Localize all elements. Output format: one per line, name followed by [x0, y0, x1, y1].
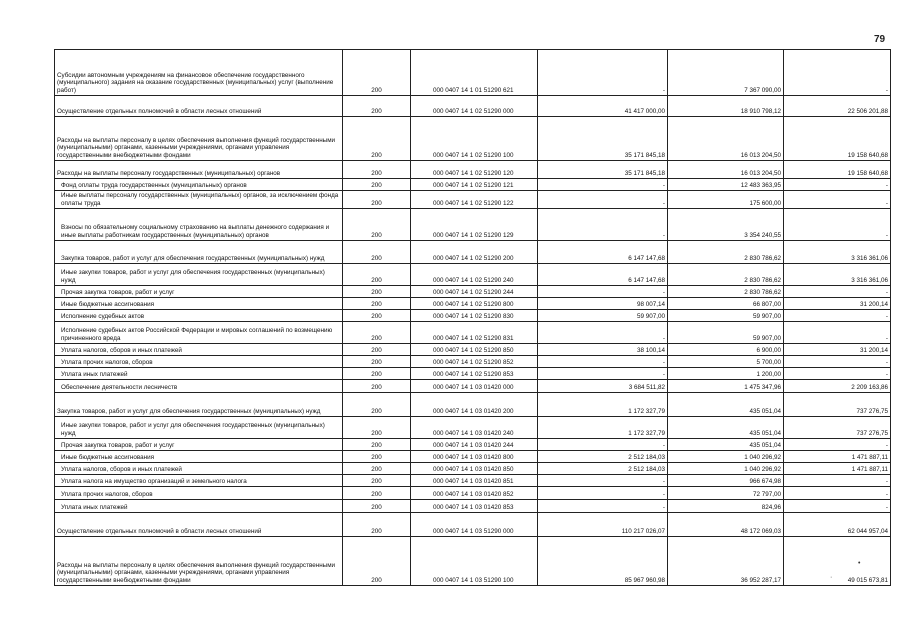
row-approved-cell: - — [538, 368, 668, 380]
row-budget-code-cell: 000 0407 14 1 02 51290 122 — [411, 191, 538, 209]
row-approved-cell: 35 171 845,18 — [538, 161, 668, 179]
table-row — [55, 96, 891, 117]
row-approved-cell: 1 172 327,79 — [538, 417, 668, 439]
table-row — [55, 298, 891, 310]
table-row — [55, 209, 891, 241]
row-executed-cell: 435 051,04 — [668, 393, 784, 417]
row-unexecuted-cell: 3 316 361,06 — [784, 264, 891, 286]
row-name-cell: Закупка товаров, работ и услуг для обеспечения государственных (муниципальных) нужд — [55, 393, 343, 417]
row-executed-cell: 16 013 204,50 — [668, 117, 784, 161]
row-budget-code-cell: 000 0407 14 1 03 01420 240 — [411, 417, 538, 439]
row-executed-cell: 6 900,00 — [668, 344, 784, 356]
row-budget-code-cell: 000 0407 14 1 02 51290 200 — [411, 241, 538, 264]
row-name-cell: Осуществление отдельных полномочий в области лесных отношений — [55, 96, 343, 117]
row-budget-code-cell: 000 0407 14 1 03 01420 850 — [411, 463, 538, 475]
row-executed-cell: 435 051,04 — [668, 439, 784, 451]
row-executed-cell: 36 952 287,17 — [668, 537, 784, 586]
row-approved-cell: 110 217 026,07 — [538, 513, 668, 537]
row-name-cell: Расходы на выплаты персоналу государственных (муниципальных) органов — [55, 161, 343, 179]
row-code-cell: 200 — [343, 310, 411, 322]
table-row — [55, 191, 891, 209]
row-approved-cell: 6 147 147,68 — [538, 264, 668, 286]
row-code-cell: 200 — [343, 513, 411, 537]
row-approved-cell: - — [538, 209, 668, 241]
row-unexecuted-cell: 31 200,14 — [784, 344, 891, 356]
table-row — [55, 356, 891, 368]
row-code-cell: 200 — [343, 439, 411, 451]
row-budget-code-cell: 000 0407 14 1 03 01420 244 — [411, 439, 538, 451]
row-executed-cell: 48 172 069,03 — [668, 513, 784, 537]
row-executed-cell: 59 907,00 — [668, 310, 784, 322]
row-budget-code-cell: 000 0407 14 1 03 01420 800 — [411, 451, 538, 463]
row-name-cell: Иные закупки товаров, работ и услуг для обеспечения государственных (муниципальных) нужд — [55, 264, 343, 286]
row-unexecuted-cell: 22 506 201,88 — [784, 96, 891, 117]
row-budget-code-cell: 000 0407 14 1 02 51290 120 — [411, 161, 538, 179]
table-row — [55, 463, 891, 475]
row-approved-cell: - — [538, 500, 668, 513]
row-unexecuted-cell: - — [784, 191, 891, 209]
table-row — [55, 50, 891, 96]
row-executed-cell: 7 367 090,00 — [668, 50, 784, 96]
row-approved-cell: - — [538, 179, 668, 191]
row-name-cell: Иные выплаты персоналу государственных (муниципальных) органов, за исключением фонда оплаты труда — [55, 191, 343, 209]
row-unexecuted-cell: - — [784, 500, 891, 513]
row-budget-code-cell: 000 0407 14 1 02 51290 853 — [411, 368, 538, 380]
row-code-cell: 200 — [343, 475, 411, 487]
row-code-cell: 200 — [343, 500, 411, 513]
row-unexecuted-cell: 19 158 640,68 — [784, 117, 891, 161]
row-name-cell: Иные закупки товаров, работ и услуг для обеспечения государственных (муниципальных) нужд — [55, 417, 343, 439]
row-budget-code-cell: 000 0407 14 1 01 51290 621 — [411, 50, 538, 96]
table-row — [55, 537, 891, 586]
row-unexecuted-cell: - — [784, 310, 891, 322]
row-approved-cell: - — [538, 439, 668, 451]
page-number: 79 — [874, 34, 886, 45]
row-executed-cell: 18 910 798,12 — [668, 96, 784, 117]
row-unexecuted-cell: 737 276,75 — [784, 393, 891, 417]
row-unexecuted-cell: - — [784, 475, 891, 487]
table-row — [55, 487, 891, 500]
row-name-cell: Уплата налогов, сборов и иных платежей — [55, 344, 343, 356]
row-approved-cell: 35 171 845,18 — [538, 117, 668, 161]
table-row — [55, 393, 891, 417]
table-row — [55, 417, 891, 439]
row-unexecuted-cell: 3 316 361,06 — [784, 241, 891, 264]
row-unexecuted-cell: 19 158 640,68 — [784, 161, 891, 179]
row-executed-cell: 175 600,00 — [668, 191, 784, 209]
row-name-cell: Уплата налога на имущество организаций и земельного налога — [55, 475, 343, 487]
row-executed-cell: 1 475 347,96 — [668, 380, 784, 393]
row-approved-cell: 2 512 184,03 — [538, 463, 668, 475]
row-budget-code-cell: 000 0407 14 1 03 01420 200 — [411, 393, 538, 417]
row-unexecuted-cell: 31 200,14 — [784, 298, 891, 310]
row-unexecuted-cell: 1 471 887,11 — [784, 463, 891, 475]
row-executed-cell: 1 200,00 — [668, 368, 784, 380]
row-budget-code-cell: 000 0407 14 1 02 51290 800 — [411, 298, 538, 310]
row-approved-cell: - — [538, 356, 668, 368]
row-budget-code-cell: 000 0407 14 1 02 51290 831 — [411, 322, 538, 344]
row-executed-cell: 1 040 296,92 — [668, 463, 784, 475]
table-row — [55, 451, 891, 463]
row-code-cell: 200 — [343, 487, 411, 500]
row-budget-code-cell: 000 0407 14 1 02 51290 240 — [411, 264, 538, 286]
row-name-cell: Уплата налогов, сборов и иных платежей — [55, 463, 343, 475]
row-code-cell: 200 — [343, 286, 411, 298]
row-approved-cell: 38 100,14 — [538, 344, 668, 356]
row-name-cell: Уплата иных платежей — [55, 500, 343, 513]
row-unexecuted-cell: 2 209 163,86 — [784, 380, 891, 393]
row-budget-code-cell: 000 0407 14 1 02 51290 244 — [411, 286, 538, 298]
row-budget-code-cell: 000 0407 14 1 03 01420 852 — [411, 487, 538, 500]
table-row — [55, 310, 891, 322]
row-budget-code-cell: 000 0407 14 1 03 01420 851 — [411, 475, 538, 487]
row-executed-cell: 59 907,00 — [668, 322, 784, 344]
row-executed-cell: 66 807,00 — [668, 298, 784, 310]
row-name-cell: Взносы по обязательному социальному страхованию на выплаты денежного содержания и иные выплаты работникам государственных (муниципальных) органов — [55, 209, 343, 241]
row-unexecuted-cell: - — [784, 322, 891, 344]
row-name-cell: Расходы на выплаты персоналу в целях обеспечения выполнения функций государственными (муниципальными) органами, казенными учреждениями, органами управления государственными внебюджетными фондами — [55, 117, 343, 161]
row-name-cell: Субсидии автономным учреждениям на финансовое обеспечение государственного (муниципального) задания на оказание государственных (муниципальных) услуг (выполнение работ) — [55, 50, 343, 96]
table-row — [55, 322, 891, 344]
row-code-cell: 200 — [343, 117, 411, 161]
row-name-cell: Обеспечение деятельности лесничеств — [55, 380, 343, 393]
row-budget-code-cell: 000 0407 14 1 03 01420 000 — [411, 380, 538, 393]
row-code-cell: 200 — [343, 50, 411, 96]
row-budget-code-cell: 000 0407 14 1 02 51290 850 — [411, 344, 538, 356]
row-unexecuted-cell: - — [784, 487, 891, 500]
scan-speck: · — [830, 574, 833, 581]
row-name-cell: Уплата прочих налогов, сборов — [55, 356, 343, 368]
row-approved-cell: - — [538, 50, 668, 96]
row-code-cell: 200 — [343, 241, 411, 264]
row-executed-cell: 5 700,00 — [668, 356, 784, 368]
row-name-cell: Исполнение судебных актов — [55, 310, 343, 322]
row-code-cell: 200 — [343, 368, 411, 380]
row-unexecuted-cell: 737 276,75 — [784, 417, 891, 439]
table-row — [55, 380, 891, 393]
table-row — [55, 264, 891, 286]
row-approved-cell: - — [538, 191, 668, 209]
row-name-cell: Расходы на выплаты персоналу в целях обеспечения выполнения функций государственными (муниципальными) органами, казенными учреждениями, органами управления государственными внебюджетными фондами — [55, 537, 343, 586]
row-budget-code-cell: 000 0407 14 1 02 51290 852 — [411, 356, 538, 368]
row-executed-cell: 1 040 296,92 — [668, 451, 784, 463]
row-executed-cell: 824,96 — [668, 500, 784, 513]
row-name-cell: Прочая закупка товаров, работ и услуг — [55, 439, 343, 451]
table-row — [55, 513, 891, 537]
row-budget-code-cell: 000 0407 14 1 02 51290 000 — [411, 96, 538, 117]
row-approved-cell: 1 172 327,79 — [538, 393, 668, 417]
row-code-cell: 200 — [343, 537, 411, 586]
row-unexecuted-cell: - — [784, 286, 891, 298]
row-executed-cell: 2 830 786,62 — [668, 264, 784, 286]
row-name-cell: Фонд оплаты труда государственных (муниципальных) органов — [55, 179, 343, 191]
row-budget-code-cell: 000 0407 14 1 02 51290 830 — [411, 310, 538, 322]
row-approved-cell: 6 147 147,68 — [538, 241, 668, 264]
row-name-cell: Осуществление отдельных полномочий в области лесных отношений — [55, 513, 343, 537]
row-code-cell: 200 — [343, 451, 411, 463]
row-code-cell: 200 — [343, 96, 411, 117]
row-name-cell: Иные бюджетные ассигнования — [55, 451, 343, 463]
row-executed-cell: 16 013 204,50 — [668, 161, 784, 179]
row-executed-cell: 3 354 240,55 — [668, 209, 784, 241]
row-name-cell: Уплата иных платежей — [55, 368, 343, 380]
row-budget-code-cell: 000 0407 14 1 02 51290 129 — [411, 209, 538, 241]
row-approved-cell: 98 007,14 — [538, 298, 668, 310]
row-code-cell: 200 — [343, 209, 411, 241]
row-approved-cell: - — [538, 286, 668, 298]
table-row — [55, 161, 891, 179]
row-executed-cell: 435 051,04 — [668, 417, 784, 439]
row-approved-cell: 3 684 511,82 — [538, 380, 668, 393]
scan-speck: • — [858, 560, 861, 567]
row-approved-cell: 2 512 184,03 — [538, 451, 668, 463]
table-row — [55, 117, 891, 161]
row-name-cell: Закупка товаров, работ и услуг для обеспечения государственных (муниципальных) нужд — [55, 241, 343, 264]
row-code-cell: 200 — [343, 191, 411, 209]
row-name-cell: Уплата прочих налогов, сборов — [55, 487, 343, 500]
row-unexecuted-cell: - — [784, 179, 891, 191]
row-unexecuted-cell: 49 015 673,81 — [784, 537, 891, 586]
row-code-cell: 200 — [343, 322, 411, 344]
table-row — [55, 286, 891, 298]
table-row — [55, 179, 891, 191]
table-row — [55, 241, 891, 264]
row-approved-cell: 41 417 000,00 — [538, 96, 668, 117]
row-unexecuted-cell: - — [784, 356, 891, 368]
budget-execution-table — [54, 49, 891, 586]
row-approved-cell: - — [538, 322, 668, 344]
row-executed-cell: 2 830 786,62 — [668, 286, 784, 298]
row-code-cell: 200 — [343, 393, 411, 417]
table-row — [55, 368, 891, 380]
row-code-cell: 200 — [343, 463, 411, 475]
table-row — [55, 500, 891, 513]
row-budget-code-cell: 000 0407 14 1 03 01420 853 — [411, 500, 538, 513]
row-approved-cell: 85 967 960,98 — [538, 537, 668, 586]
row-unexecuted-cell: - — [784, 50, 891, 96]
row-unexecuted-cell: 62 044 957,04 — [784, 513, 891, 537]
row-budget-code-cell: 000 0407 14 1 02 51290 100 — [411, 117, 538, 161]
row-code-cell: 200 — [343, 417, 411, 439]
row-name-cell: Прочая закупка товаров, работ и услуг — [55, 286, 343, 298]
row-approved-cell: 59 907,00 — [538, 310, 668, 322]
row-approved-cell: - — [538, 475, 668, 487]
row-unexecuted-cell: - — [784, 368, 891, 380]
row-name-cell: Иные бюджетные ассигнования — [55, 298, 343, 310]
row-approved-cell: - — [538, 487, 668, 500]
row-executed-cell: 2 830 786,62 — [668, 241, 784, 264]
row-code-cell: 200 — [343, 298, 411, 310]
row-code-cell: 200 — [343, 380, 411, 393]
row-name-cell: Исполнение судебных актов Российской Федерации и мировых соглашений по возмещению причиненного вреда — [55, 322, 343, 344]
row-budget-code-cell: 000 0407 14 1 03 51290 000 — [411, 513, 538, 537]
row-executed-cell: 12 483 363,95 — [668, 179, 784, 191]
row-code-cell: 200 — [343, 356, 411, 368]
table-row — [55, 439, 891, 451]
row-code-cell: 200 — [343, 161, 411, 179]
table-row — [55, 475, 891, 487]
row-budget-code-cell: 000 0407 14 1 03 51290 100 — [411, 537, 538, 586]
row-unexecuted-cell: - — [784, 439, 891, 451]
row-code-cell: 200 — [343, 179, 411, 191]
row-code-cell: 200 — [343, 344, 411, 356]
row-code-cell: 200 — [343, 264, 411, 286]
row-unexecuted-cell: 1 471 887,11 — [784, 451, 891, 463]
row-executed-cell: 72 797,00 — [668, 487, 784, 500]
table-row — [55, 344, 891, 356]
row-budget-code-cell: 000 0407 14 1 02 51290 121 — [411, 179, 538, 191]
row-executed-cell: 966 674,98 — [668, 475, 784, 487]
row-unexecuted-cell: - — [784, 209, 891, 241]
